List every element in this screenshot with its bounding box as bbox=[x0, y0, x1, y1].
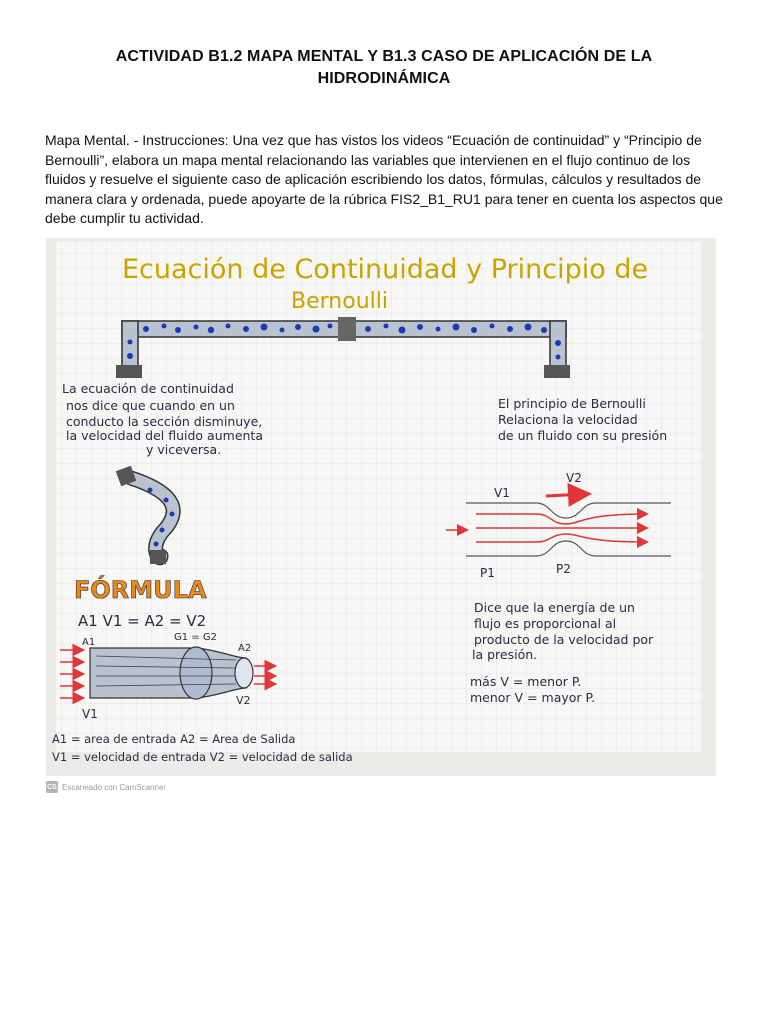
bernoulli-line: Relaciona la velocidad bbox=[498, 412, 638, 427]
tube-g-label: G1 = G2 bbox=[174, 632, 217, 643]
mind-map-photo bbox=[46, 238, 716, 776]
continuity-line: La ecuación de continuidad bbox=[62, 381, 234, 396]
mind-map-drawing bbox=[46, 238, 716, 776]
relation-line: más V = menor P. bbox=[470, 674, 582, 689]
camscanner-text: Escaneado con CamScanner bbox=[62, 782, 167, 792]
bernoulli-desc-line: flujo es proporcional al bbox=[474, 616, 617, 631]
formula-text: A1 V1 = A2 = V2 bbox=[78, 612, 207, 630]
continuity-line: conducto la sección disminuye, bbox=[66, 414, 263, 429]
document-title bbox=[60, 46, 708, 90]
relation-line: menor V = mayor P. bbox=[470, 690, 596, 705]
definition-line: A1 = area de entrada A2 = Area de Salida bbox=[52, 732, 296, 746]
bernoulli-desc-line: producto de la velocidad por bbox=[474, 632, 654, 647]
formula-title: FÓRMULA bbox=[74, 576, 207, 604]
bernoulli-v1-label: V1 bbox=[494, 486, 510, 500]
title-line-2: HIDRODINÁMICA bbox=[317, 70, 451, 87]
bernoulli-line: de un fluido con su presión bbox=[498, 428, 668, 443]
camscanner-logo: CS bbox=[46, 781, 58, 793]
bernoulli-desc-line: la presión. bbox=[472, 647, 538, 662]
bernoulli-p1-label: P1 bbox=[480, 566, 495, 580]
tube-v2-label: V2 bbox=[236, 694, 251, 707]
tube-v1-label: V1 bbox=[82, 707, 98, 721]
bernoulli-p2-label: P2 bbox=[556, 562, 571, 576]
continuity-line: y viceversa. bbox=[146, 442, 222, 457]
continuity-line: nos dice que cuando en un bbox=[66, 398, 235, 413]
bernoulli-v2-label: V2 bbox=[566, 471, 582, 485]
definition-line: V1 = velocidad de entrada V2 = velocidad de salida bbox=[52, 750, 353, 764]
bernoulli-desc-line: Dice que la energía de un bbox=[474, 600, 635, 615]
instructions-paragraph: Mapa Mental. - Instrucciones: Una vez que has vistos los videos “Ecuación de continuidad” y “Principio de Bernoulli”, elabora un mapa mental relacionando las variables que intervienen en el flujo continuo de los fluidos y resuelve el siguiente caso de aplicación escribiendo los datos, fórmulas, cálculos y resultados de manera clara y ordenada, puede apoyarte de la rúbrica FIS2_B1_RU1 para tener en cuenta los aspectos que debe cumplir tu actividad. bbox=[45, 132, 723, 226]
title-line-1: ACTIVIDAD B1.2 MAPA MENTAL Y B1.3 CASO DE APLICACIÓN DE LA bbox=[115, 48, 653, 65]
map-heading-line-2: Bernoulli bbox=[291, 289, 388, 314]
bernoulli-line: El principio de Bernoulli bbox=[498, 396, 646, 411]
map-heading-line-1: Ecuación de Continuidad y Principio de bbox=[122, 254, 649, 285]
tube-a2-label: A2 bbox=[238, 643, 252, 654]
tube-a1-label: A1 bbox=[82, 637, 96, 648]
continuity-line: la velocidad del fluido aumenta bbox=[66, 428, 263, 443]
camscanner-watermark bbox=[46, 780, 166, 794]
